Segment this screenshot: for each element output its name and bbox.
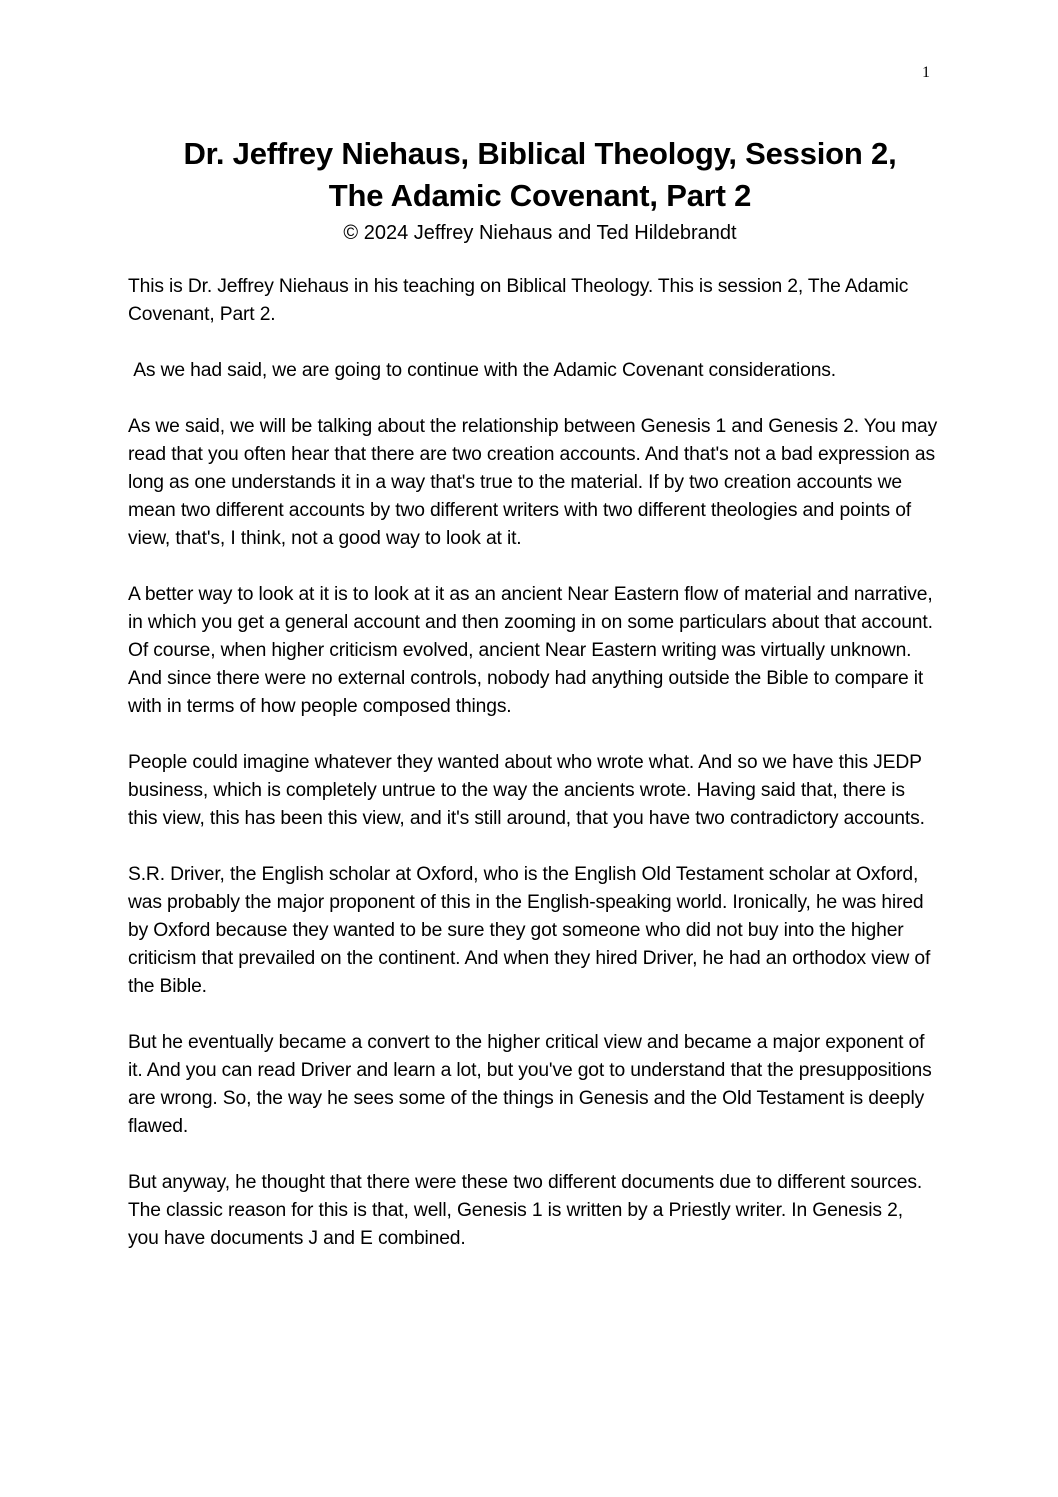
paragraph: But he eventually became a convert to the higher critical view and became a major exponent of it. And you can read Driver and learn a lot, but you've got to understand that the presuppositions are wrong. So, the way he sees some of the things in Genesis and the Old Testament is deeply flawed. <box>128 1032 932 1137</box>
document-title-line-1: Dr. Jeffrey Niehaus, Biblical Theology, Session 2, <box>183 136 897 171</box>
copyright-notice: © 2024 Jeffrey Niehaus and Ted Hildebrandt <box>343 222 737 244</box>
paragraph: This is Dr. Jeffrey Niehaus in his teaching on Biblical Theology. This is session 2, The Adamic Covenant, Part 2. <box>128 276 909 325</box>
paragraph: But anyway, he thought that there were these two different documents due to different sources. The classic reason for this is that, well, Genesis 1 is written by a Priestly writer. In Genesis 2, you have documents J and E combined. <box>128 1172 923 1249</box>
paragraph: People could imagine whatever they wanted about who wrote what. And so we have this JEDP business, which is completely untrue to the way the ancients wrote. Having said that, there is this view, this has been this view, and it's still around, that you have two contradictory accounts. <box>128 752 925 829</box>
paragraph: A better way to look at it is to look at it as an ancient Near Eastern flow of material and narrative, in which you get a general account and then zooming in on some particulars about that account. Of course, when higher criticism evolved, ancient Near Eastern writing was virtually unknown. And since there were no external controls, nobody had anything outside the Bible to compare it with in terms of how people composed things. <box>128 584 933 717</box>
paragraph: As we had said, we are going to continue with the Adamic Covenant considerations. <box>128 360 836 381</box>
document-header <box>100 133 980 247</box>
page-number: 1 <box>922 64 930 81</box>
paragraph: S.R. Driver, the English scholar at Oxford, who is the English Old Testament scholar at Oxford, was probably the major proponent of this in the English-speaking world. Ironically, he was hired by Oxford because they wanted to be sure they got someone who did not buy into the higher criticism that prevailed on the continent. And when they hired Driver, he had an orthodox view of the Bible. <box>128 864 931 997</box>
document-title-line-2: The Adamic Covenant, Part 2 <box>328 178 752 213</box>
document-body <box>128 273 938 1281</box>
paragraph: As we said, we will be talking about the relationship between Genesis 1 and Genesis 2. You may read that you often hear that there are two creation accounts. And that's not a bad expression as long as one understands it in a way that's true to the material. If by two creation accounts we mean two different accounts by two different writers with two different theologies and points of view, that's, I think, not a good way to look at it. <box>128 416 938 549</box>
